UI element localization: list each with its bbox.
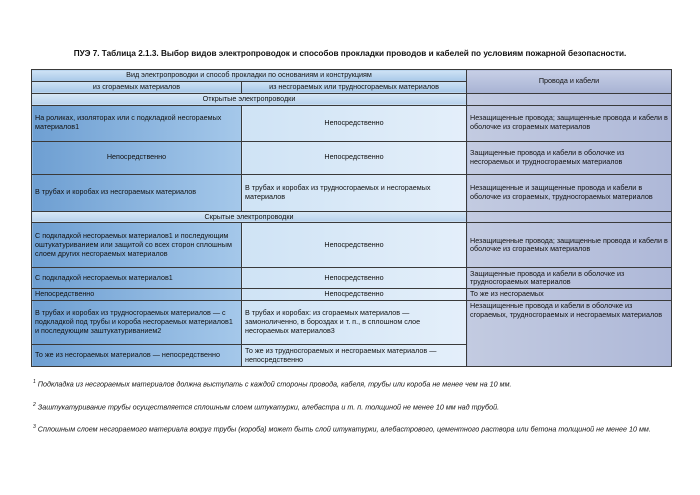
cell: Незащищенные провода; защищенные провода и кабели в оболочке из сгораемых материалов	[467, 223, 672, 268]
cell: Непосредственно	[32, 289, 242, 301]
cell: То же из несгораемых	[467, 289, 672, 301]
cell: Непосредственно	[242, 105, 467, 141]
footnote-number: 3	[33, 424, 36, 430]
cell: То же из несгораемых материалов — непосредственно	[32, 345, 242, 367]
cell: Непосредственно	[242, 223, 467, 268]
footnote-2	[33, 402, 673, 412]
cell: С подкладкой несгораемых материалов1	[32, 268, 242, 289]
cell: В трубах и коробах из несгораемых материалов	[32, 174, 242, 211]
cell: Незащищенные и защищенные провода и кабели в оболочке из сгораемых, трудносгораемых материалов	[467, 174, 672, 211]
cell: В трубах и коробах: из сгораемых материалов — замоноличенно, в бороздах и т. п., в сплошном слое несгораемых материалов3	[242, 301, 467, 345]
pue-table	[31, 69, 672, 367]
table-row	[32, 268, 672, 289]
footnote-text: Сплошным слоем несгораемого материала вокруг трубы (короба) может быть слой штукатурки, алебастрового, цементного раствора или бетона толщиной не менее 10 мм.	[37, 424, 651, 434]
cell: Непосредственно	[32, 141, 242, 174]
cell: Непосредственно	[242, 289, 467, 301]
cell: Защищенные провода и кабели в оболочке из несгораемых и трудносгораемых материалов	[467, 141, 672, 174]
cell: Незащищенные провода; защищенные провода и кабели в оболочке из сгораемых материалов	[467, 105, 672, 141]
footnote-text: Заштукатуривание трубы осуществляется сплошным слоем штукатурки, алебастра и т. п. толщиной не менее 10 мм над трубой.	[37, 402, 500, 412]
footnote-3	[33, 424, 673, 434]
section-hidden: Скрытые электропроводки	[32, 211, 467, 223]
table-row	[32, 174, 672, 211]
cell: Непосредственно	[242, 268, 467, 289]
cell: На роликах, изоляторах или с подкладкой несгораемых материалов1	[32, 105, 242, 141]
cell: То же из трудносгораемых и несгораемых материалов — непосредственно	[242, 345, 467, 367]
cell: Защищенные провода и кабели в оболочке из трудносгораемых материалов	[467, 268, 672, 289]
header-combustible: из сгораемых материалов	[32, 81, 242, 93]
header-noncombustible: из несгораемых или трудносгораемых материалов	[242, 81, 467, 93]
table-row	[32, 289, 672, 301]
section-open-right	[467, 93, 672, 105]
table-row	[32, 301, 672, 345]
table-row	[32, 141, 672, 174]
cell: В трубах и коробах из трудносгораемых и несгораемых материалов	[242, 174, 467, 211]
table-row	[32, 223, 672, 268]
header-group: Вид электропроводки и способ прокладки по основаниям и конструкциям	[32, 70, 467, 82]
cell: В трубах и коробах из трудносгораемых материалов — с подкладкой под трубы и короба несгораемых материалов1 и последующим заштукатуриванием2	[32, 301, 242, 345]
footnote-text: Подкладка из несгораемых материалов должна выступать с каждой стороны провода, кабеля, трубы или короба не менее чем на 10 мм.	[37, 379, 512, 389]
header-wires: Провода и кабели	[467, 70, 672, 94]
footnote-number: 1	[33, 379, 36, 385]
cell: С подкладкой несгораемых материалов1 и последующим оштукатуриванием или защитой со всех сторон сплошным слоем других несгораемых материалов	[32, 223, 242, 268]
cell: Непосредственно	[242, 141, 467, 174]
footnote-1	[33, 379, 673, 389]
footnote-number: 2	[33, 402, 36, 408]
table-row	[32, 105, 672, 141]
cell: Незащищенные провода и кабели в оболочке из сгораемых, трудносгораемых и несгораемых материалов	[467, 301, 672, 367]
table-title: ПУЭ 7. Таблица 2.1.3. Выбор видов электропроводок и способов прокладки проводов и кабелей по условиям пожарной безопасности.	[73, 49, 627, 58]
section-hidden-right	[467, 211, 672, 223]
section-open: Открытые электропроводки	[32, 93, 467, 105]
